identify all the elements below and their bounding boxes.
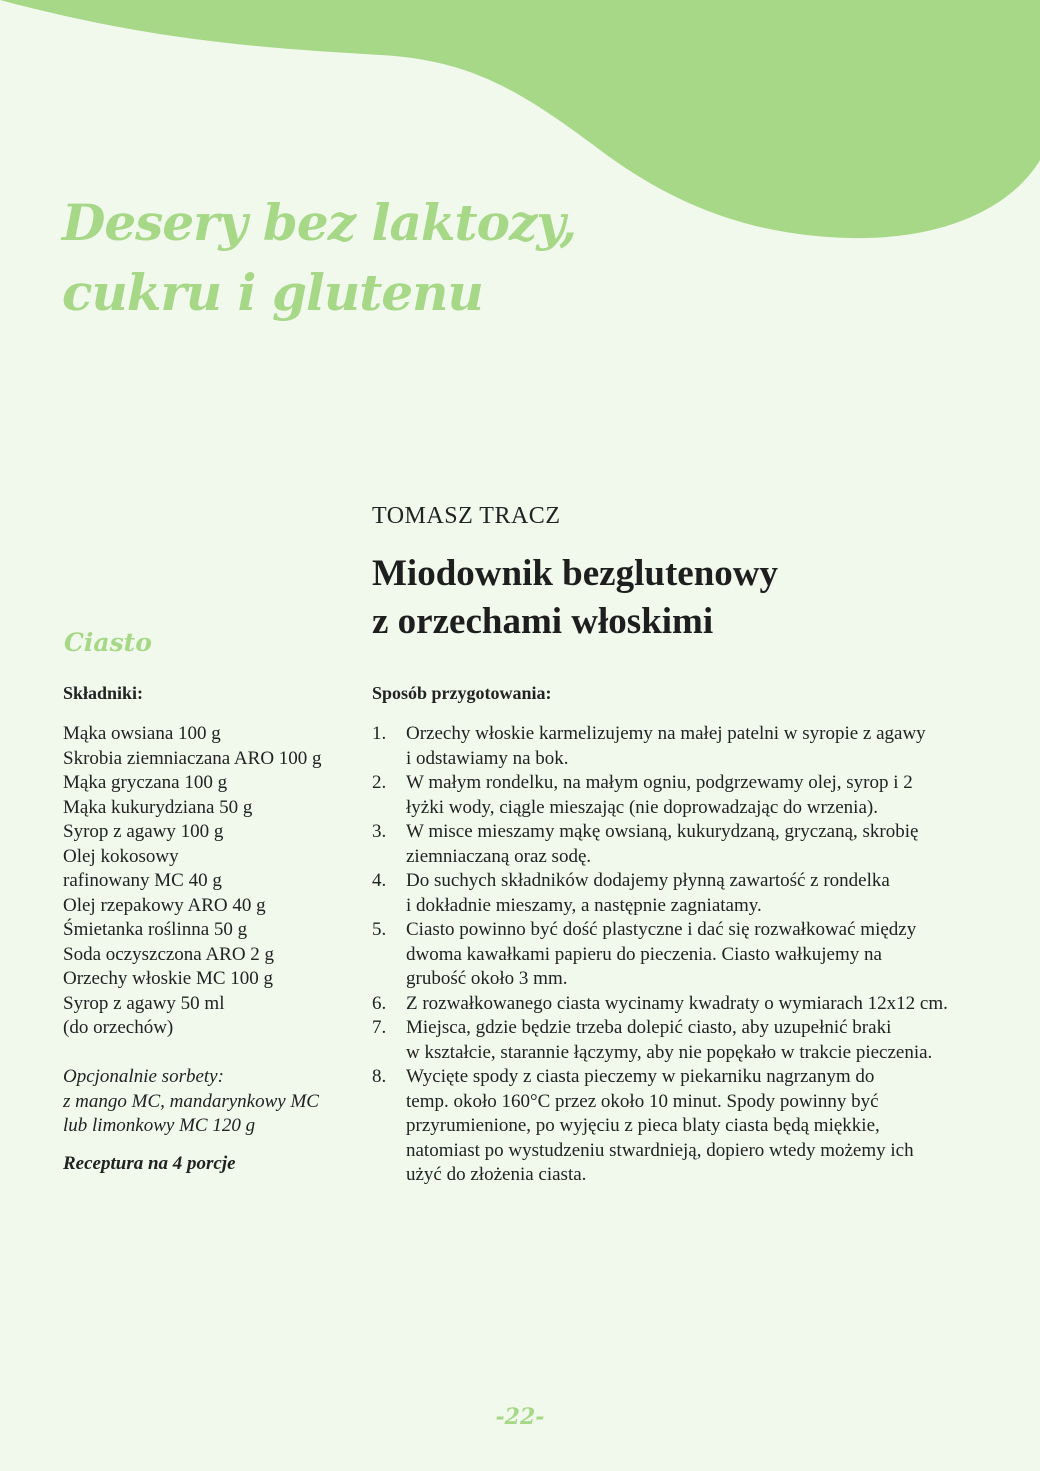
step-text (406, 820, 992, 869)
step-item (372, 869, 992, 918)
step-item (372, 1065, 992, 1188)
page-number: -22- (495, 1404, 545, 1430)
step-number: 8. (372, 1066, 387, 1087)
ingredients-heading: Składniki: (63, 683, 144, 703)
step-text-line: Z rozwałkowanego ciasta wycinamy kwadraty o wymiarach 12x12 cm. (406, 992, 948, 1014)
recipe-title (372, 550, 1012, 646)
step-text-line: dwoma kawałkami papieru do pieczenia. Ciasto wałkujemy na (406, 943, 882, 965)
optional-line: lub limonkowy MC 120 g (63, 1115, 256, 1136)
step-text-line: Ciasto powinno być dość plastyczne i dać się rozwałkować między (406, 919, 917, 940)
step-text-line: temp. około 160°C przez około 10 minut. Spody powinny być (406, 1090, 879, 1112)
book-title (62, 188, 662, 328)
ingredient-item: Mąka kukurydziana 50 g (63, 796, 253, 818)
step-text-line: łyżki wody, ciągle mieszając (nie doprowadzając do wrzenia). (406, 796, 878, 818)
step-item (372, 820, 992, 869)
preparation-steps (372, 722, 992, 1188)
step-text (406, 992, 992, 1017)
step-text-line: W misce mieszamy mąkę owsianą, kukurydzaną, gryczaną, skrobię (406, 821, 919, 842)
step-text (406, 869, 992, 918)
step-text-line: użyć do złożenia ciasta. (406, 1164, 587, 1185)
step-number: 2. (372, 772, 387, 793)
step-text-line: Do suchych składników dodajemy płynną zawartość z rondelka (406, 870, 890, 891)
ingredient-item: rafinowany MC 40 g (63, 870, 222, 891)
step-number: 4. (372, 870, 387, 891)
step-text (406, 771, 992, 820)
step-text-line: w kształcie, starannie łączymy, aby nie popękało w trakcie pieczenia. (406, 1041, 933, 1063)
ingredient-item: Śmietanka roślinna 50 g (63, 919, 248, 940)
step-number: 3. (372, 821, 387, 842)
step-text (406, 918, 992, 992)
step-number: 6. (372, 992, 387, 1014)
step-text-line: Wycięte spody z ciasta pieczemy w piekarniku nagrzanym do (406, 1066, 875, 1087)
step-number: 1. (372, 723, 387, 744)
step-item (372, 771, 992, 820)
ingredient-item: Mąka owsiana 100 g (63, 723, 221, 744)
ingredient-item: Syrop z agawy 100 g (63, 821, 224, 842)
ingredient-item: Orzechy włoskie MC 100 g (63, 968, 274, 989)
step-text-line: Miejsca, gdzie będzie trzeba dolepić ciasto, aby uzupełnić braki (406, 1017, 892, 1038)
step-text-line: i odstawiamy na bok. (406, 747, 569, 769)
ingredient-item: Soda oczyszczona ARO 2 g (63, 943, 275, 965)
step-text-line: natomiast po wystudzeniu stwardnieją, dopiero wtedy możemy ich (406, 1139, 914, 1161)
ingredient-item: (do orzechów) (63, 1017, 174, 1038)
step-text-line: W małym rondelku, na małym ogniu, podgrzewamy olej, syrop i 2 (406, 772, 913, 793)
section-label: Ciasto (64, 628, 152, 657)
optional-sorbets (63, 1065, 363, 1139)
step-text-line: grubość około 3 mm. (406, 968, 568, 989)
ingredient-item: Olej rzepakowy ARO 40 g (63, 894, 266, 916)
step-text-line: przyrumienione, po wyjęciu z pieca blaty ciasta będą miękkie, (406, 1115, 880, 1136)
preparation-heading: Sposób przygotowania: (372, 683, 552, 703)
optional-line: Opcjonalnie sorbety: (63, 1066, 224, 1087)
step-text-line: i dokładnie mieszamy, a następnie zagniatamy. (406, 894, 762, 916)
ingredient-item: Mąka gryczana 100 g (63, 772, 228, 793)
step-text-line: Orzechy włoskie karmelizujemy na małej patelni w syropie z agawy (406, 723, 926, 744)
ingredient-item: Olej kokosowy (63, 845, 179, 867)
step-text (406, 1016, 992, 1065)
recipe-title-line: z orzechami włoskimi (372, 601, 714, 642)
recipe-title-line: Miodownik bezglutenowy (372, 553, 779, 594)
step-text (406, 1065, 992, 1188)
ingredients-list (63, 722, 363, 1041)
step-item (372, 1016, 992, 1065)
book-title-line: cukru i glutenu (62, 263, 483, 322)
step-number: 5. (372, 919, 387, 940)
ingredient-item: Syrop z agawy 50 ml (63, 992, 225, 1014)
step-text (406, 722, 992, 771)
step-item (372, 918, 992, 992)
ingredient-item: Skrobia ziemniaczana ARO 100 g (63, 747, 322, 769)
step-text-line: ziemniaczaną oraz sodę. (406, 845, 592, 867)
portions-note: Receptura na 4 porcje (63, 1153, 236, 1174)
step-number: 7. (372, 1017, 387, 1038)
step-item (372, 722, 992, 771)
book-title-line: Desery bez laktozy, (62, 193, 577, 252)
author-name: TOMASZ TRACZ (372, 503, 561, 529)
step-item (372, 992, 992, 1017)
optional-line: z mango MC, mandarynkowy MC (63, 1090, 319, 1112)
